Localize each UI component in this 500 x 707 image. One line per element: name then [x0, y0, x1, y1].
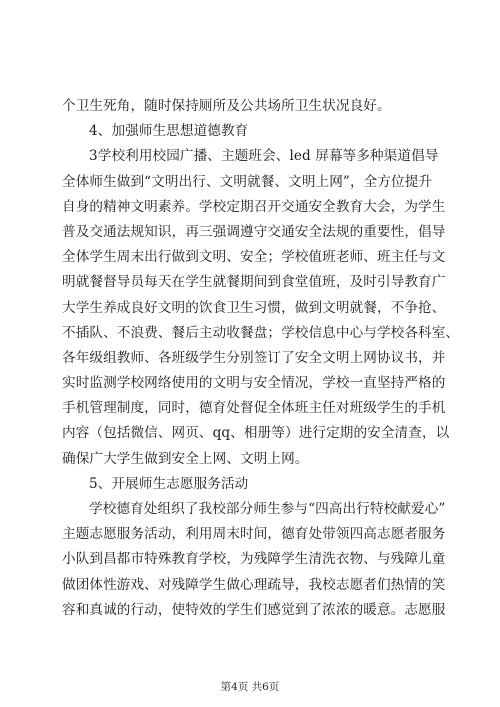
body-line: 大学生养成良好文明的饮食卫生习惯，做到文明就餐，不争抢、: [62, 299, 446, 316]
body-line: 做团体性游戏、对残障学生做心理疏导，我校志愿者们热情的笑: [62, 576, 446, 593]
body-line: 确保广大学生做到安全上网、文明上网。: [62, 450, 309, 467]
body-line: 明就餐督导员每天在学生就餐期间到食堂值班，及时引导教育广: [62, 274, 446, 291]
body-line: 容和真诚的行动，使特效的学生们感觉到了浓浓的暖意。志愿服: [62, 601, 446, 618]
paragraph-first-line: 3学校利用校园广播、主题班会、led 屏幕等多种渠道倡导: [89, 148, 439, 165]
body-line: 不插队、不浪费、餐后主动收餐盘；学校信息中心与学校各科室、: [62, 324, 460, 341]
body-line: 小队到昌都市特殊教育学校，为残障学生清洗衣物、与残障儿童: [62, 551, 446, 568]
body-line: 各年级组教师、各班级学生分别签订了安全文明上网协议书，并: [62, 349, 446, 366]
body-line: 自身的精神文明素养。学校定期召开交通安全教育大会，为学生: [62, 198, 446, 215]
section-heading: 5、开展师生志愿服务活动: [89, 475, 249, 492]
paragraph-first-line: 学校德育处组织了我校部分师生参与“四高出行特校献爱心”: [89, 501, 446, 517]
page-footer: 第4页 共6页: [220, 681, 280, 693]
body-line: 内容（包括微信、网页、qq、相册等）进行定期的安全清查，以: [62, 425, 450, 442]
body-line: 主题志愿服务活动，利用周末时间，德育处带领四高志愿者服务: [62, 526, 446, 543]
body-line: 全体师生做到“文明出行、文明就餐、文明上网”，全方位提升: [62, 173, 433, 190]
body-line: 手机管理制度，同时，德育处督促全体班主任对班级学生的手机: [62, 400, 446, 417]
body-line: 个卫生死角，随时保持厕所及公共场所卫生状况良好。: [62, 98, 391, 114]
body-line: 实时监测学校网络使用的文明与安全情况，学校一直坚持严格的: [62, 375, 446, 392]
document-body: [62, 94, 460, 623]
body-line: 全体学生周末出行做到文明、安全；学校值班老师、班主任与文: [62, 249, 446, 266]
body-line: 普及交通法规知识，再三强调遵守交通安全法规的重要性，倡导: [62, 223, 446, 240]
section-heading: 4、加强师生思想道德教育: [89, 123, 249, 140]
